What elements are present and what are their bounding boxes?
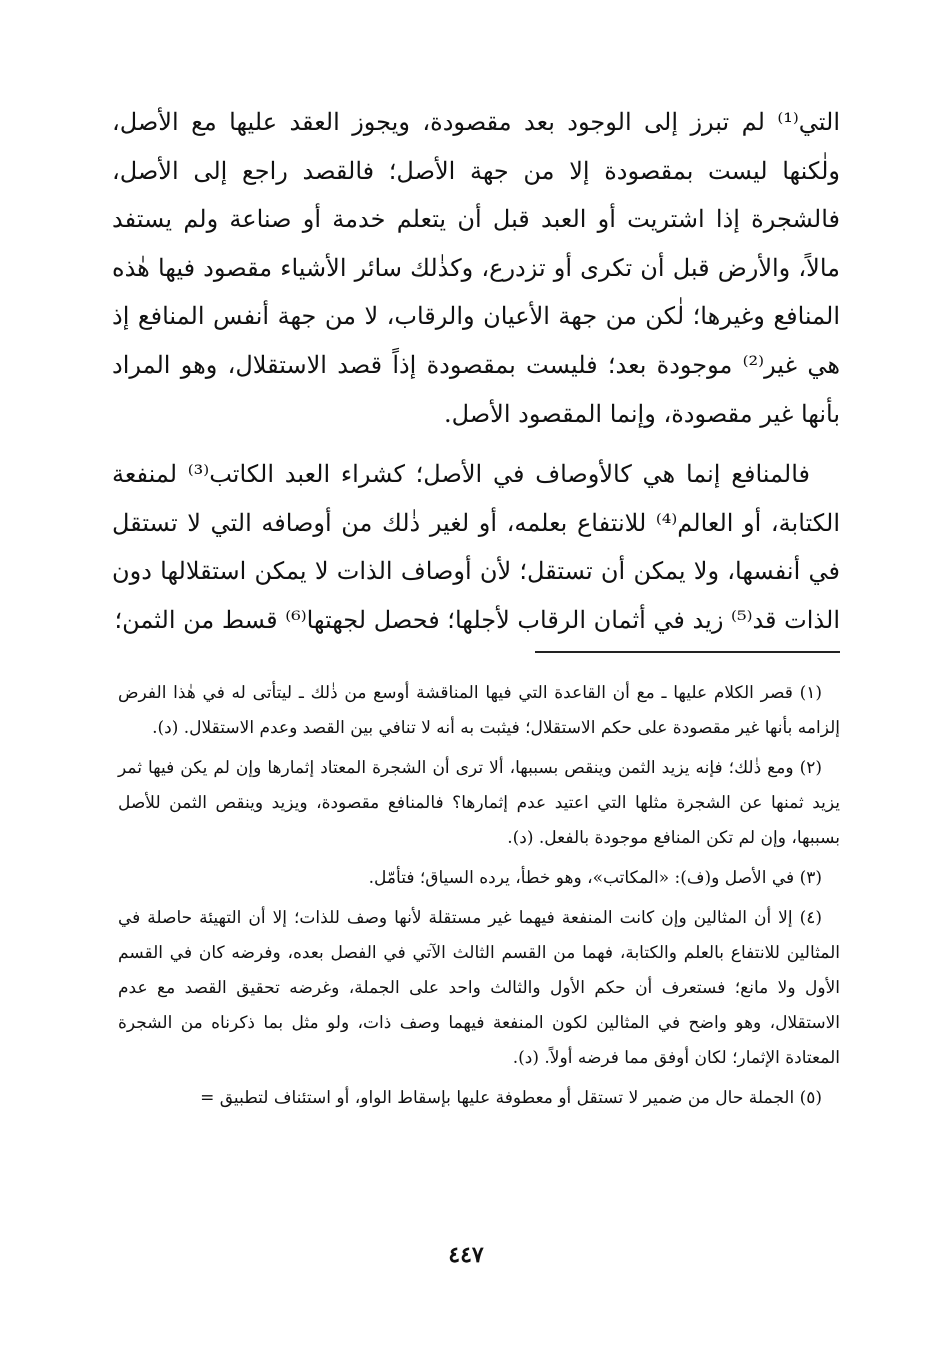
footnote-4: (٤) إلا أن المثالين وإن كانت المنفعة فيهما غير مستقلة لأنها وصف للذات؛ إلا أن التهيئة حاصلة في المثالين للانتفاع بالعلم والكتابة، فهما من القسم الثالث الآتي في الفصل بعده، وفرضه كان في القسم الأول ولا مانع؛ فستعرف أن حكم الأول والثالث واحد على الجملة، وغرضه تحقيق القصد مع عدم الاستقلال، وهو واضح في المثالين لكون المنفعة فيهما وصف ذات، ولو مثل بما ذكرناه من الشجرة المعتادة الإثمار؛ لكان أوفق مما فرضه أولاً. (د).	[118, 908, 840, 1068]
footnote-2: (٢) ومع ذٰلك؛ فإنه يزيد الثمن وينقص بسببها، ألا ترى أن الشجرة المعتاد إثمارها وإن لم يكن فيها ثمر يزيد ثمنها عن الشجرة مثلها التي اعتيد عدم إثمارها؟ فالمنافع مقصودة، ويزيد وينقص الثمن للأصل بسببها، وإن لم تكن المنافع موجودة بالفعل. (د).	[118, 758, 840, 848]
main-paragraph-1: التي⁽¹⁾ لم تبرز إلى الوجود بعد مقصودة، ويجوز العقد عليها مع الأصل، ولٰكنها ليست بمقصودة إلا من جهة الأصل؛ فالقصد راجع إلى الأصل، فالشجرة إذا اشتريت أو العبد قبل أن يتعلم خدمة أو صناعة ولم يستفد مالاً، والأرض قبل أن تكرى أو تزدرع، وكذٰلك سائر الأشياء مقصود فيها هٰذه المنافع وغيرها؛ لٰكن من جهة الأعيان والرقاب، لا من جهة أنفس المنافع إذ هي غير⁽²⁾ موجودة بعد؛ فليست بمقصودة إذاً قصد الاستقلال، وهو المراد بأنها غير مقصودة، وإنما المقصود الأصل.	[112, 108, 841, 428]
page-number: ٤٤٧	[448, 1242, 484, 1268]
footnote-separator	[535, 651, 840, 653]
main-paragraph-2: فالمنافع إنما هي كالأوصاف في الأصل؛ كشراء العبد الكاتب⁽³⁾ لمنفعة الكتابة، أو العالم⁽⁴⁾ للانتفاع بعلمه، أو لغير ذٰلك من أوصافه التي لا تستقل في أنفسها، ولا يمكن أن تستقل؛ لأن أوصاف الذات لا يمكن استقلالها دون الذات قد⁽⁵⁾ زيد في أثمان الرقاب لأجلها؛ فحصل لجهتها⁽⁶⁾ قسط من الثمن؛	[112, 460, 840, 634]
footnote-3: (٣) في الأصل و(ف): «المكاتب»، وهو خطأ، يرده السياق؛ فتأمّل.	[368, 868, 822, 888]
footnote-5: (٥) الجملة حال من ضمير لا تستقل أو معطوفة عليها بإسقاط الواو، أو استئناف لتطبيق =	[200, 1088, 822, 1108]
footnote-1: (١) قصر الكلام عليها ـ مع أن القاعدة التي فيها المناقشة أوسع من ذٰلك ـ ليتأتى له في هٰذا الفرض إلزامه بأنها غير مقصودة على حكم الاستقلال؛ فيثبت به أنه لا تنافي بين القصد وعدم الاستقلال. (د).	[118, 683, 840, 738]
main-text	[112, 98, 840, 645]
footnotes	[118, 676, 840, 1116]
